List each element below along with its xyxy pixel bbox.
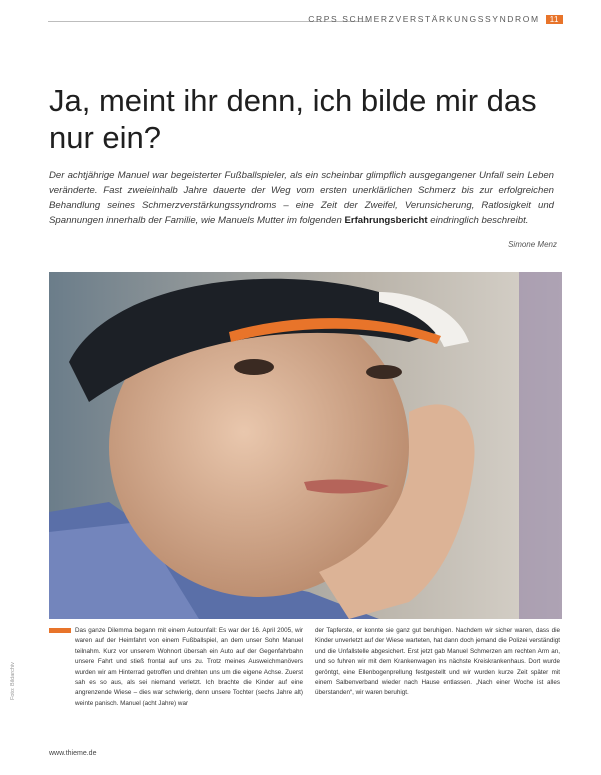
body-column-1: Das ganze Dilemma begann mit einem Autounfall: Es war der 16. April 2005, wir waren auf der Heimfahrt von einem Fußballspiel, an dem unser Sohn Manuel teilnahm. Kurz vor unserem Wohnort übersah ein Auto auf der Gegenfahrbahn unsere Fahrt und stieß frontal auf uns zu. Trotz meines Ausweichmanövers wurden wir am Hinterrad getroffen und drehten uns um die eigene Achse. Zuerst sah es so aus, als sei niemand verletzt. Ich brachte die Kinder auf eine angrenzende Wiese – dies war schwierig, denn unsere Tochter (sechs Jahre alt) weinte panisch. Manuel (acht Jahre) war [75, 627, 303, 707]
photo-credit: Foto: Bildarchiv [10, 662, 16, 700]
article-headline: Ja, meint ihr denn, ich bilde mir das nur ein? [49, 83, 537, 155]
accent-bar [49, 628, 71, 633]
intro-text-before: Der achtjährige Manuel war begeisterter Fußballspieler, als ein scheinbar glimpflich ausgegangener Unfall sein Leben veränderte. Fast zweieinhalb Jahre dauerte der Weg vom ersten unerklärlichen Schmerz bis zur erfolgreichen Behandlung seines Schmerzverstärkungssyndroms – eine Zeit der Zweifel, Verunsicherung, Ratlosigkeit und Spannungen innerhalb der Familie, wie Manuels Mutter im folgenden [49, 170, 554, 226]
intro-text-after: eindringlich beschreibt. [427, 215, 529, 226]
section-header [308, 14, 563, 24]
intro-bold-term: Erfahrungsbericht [344, 215, 428, 226]
author-name: Simone Menz [508, 240, 557, 249]
article-photo [49, 272, 562, 619]
footer-url[interactable]: www.thieme.de [49, 750, 97, 757]
section-title: CRPS SCHMERZVERSTÄRKUNGSSYNDROM [308, 14, 540, 24]
page-number-badge: 11 [546, 15, 563, 24]
body-column-2: der Tapferste, er konnte sie ganz gut beruhigen. Nachdem wir sicher waren, dass die Kinder unverletzt auf der Wiese warteten, hat dann doch jemand die Polizei verständigt und die Unfallstelle abgesichert. Erst jetzt gab Manuel Schmerzen am rechten Arm an, und so fuhren wir mit dem Krankenwagen ins nächste Kreiskrankenhaus. Dort wurde geröntgt, eine Ellenbogenprellung festgestellt und wir wurden kurze Zeit später mit einem Salbenverband wieder nach Hause entlassen. „Nach einer Woche ist alles überstanden“, wir waren beruhigt. [315, 627, 560, 697]
boy-with-cap-photo [49, 272, 562, 619]
article-intro [49, 168, 554, 228]
